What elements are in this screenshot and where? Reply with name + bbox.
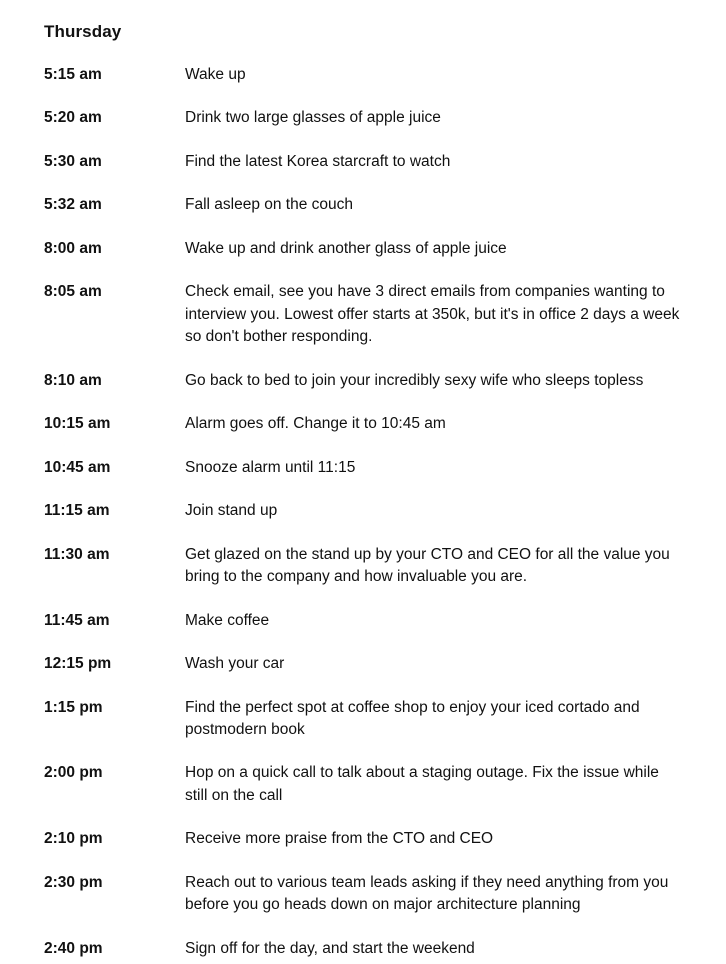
page-title: Thursday bbox=[44, 22, 122, 41]
schedule-activity: Wash your car bbox=[185, 655, 285, 673]
schedule-time: 1:15 pm bbox=[44, 698, 103, 716]
schedule-time: 10:15 am bbox=[44, 415, 111, 433]
schedule-time: 2:30 pm bbox=[44, 873, 103, 891]
schedule-activity: Go back to bed to join your incredibly sexy wife who sleeps topless bbox=[185, 371, 644, 389]
table-row bbox=[44, 413, 682, 456]
schedule-activity: Wake up and drink another glass of apple juice bbox=[185, 239, 507, 257]
schedule-time: 5:32 am bbox=[44, 196, 102, 214]
schedule-time: 5:20 am bbox=[44, 109, 102, 127]
schedule-activity: Check email, see you have 3 direct emails from companies wanting to interview you. Lowest offer starts at 350k, but it's in office 2 days a week so don't bother responding. bbox=[185, 283, 680, 346]
schedule-time: 8:00 am bbox=[44, 239, 102, 257]
schedule-activity: Sign off for the day, and start the weekend bbox=[185, 939, 475, 957]
table-row bbox=[44, 762, 682, 828]
table-row bbox=[44, 938, 682, 960]
schedule-time: 8:10 am bbox=[44, 371, 102, 389]
schedule-activity: Wake up bbox=[185, 66, 246, 83]
table-row bbox=[44, 653, 682, 696]
schedule-time: 8:05 am bbox=[44, 283, 102, 301]
schedule-activity: Join stand up bbox=[185, 502, 278, 520]
table-row bbox=[44, 370, 682, 413]
schedule-activity: Snooze alarm until 11:15 bbox=[185, 458, 356, 476]
schedule-time: 11:15 am bbox=[44, 502, 110, 520]
table-row bbox=[44, 872, 682, 938]
schedule-time: 10:45 am bbox=[44, 458, 111, 476]
schedule-activity: Alarm goes off. Change it to 10:45 am bbox=[185, 415, 446, 433]
schedule-activity: Find the perfect spot at coffee shop to enjoy your iced cortado and postmodern book bbox=[185, 698, 640, 738]
schedule-activity: Fall asleep on the couch bbox=[185, 196, 354, 214]
schedule-time: 2:10 pm bbox=[44, 830, 103, 848]
schedule-time: 2:00 pm bbox=[44, 764, 103, 782]
schedule-activity: Get glazed on the stand up by your CTO and CEO for all the value you bring to the company and how invaluable you are. bbox=[185, 545, 670, 586]
schedule-activity: Receive more praise from the CTO and CEO bbox=[185, 830, 494, 848]
schedule-time: 11:45 am bbox=[44, 611, 110, 629]
schedule-activity: Hop on a quick call to talk about a staging outage. Fix the issue while still on the call bbox=[185, 764, 659, 804]
table-row bbox=[44, 697, 682, 763]
schedule-activity: Make coffee bbox=[185, 611, 270, 629]
table-row bbox=[44, 151, 682, 194]
table-row bbox=[44, 194, 682, 237]
table-row bbox=[44, 828, 682, 871]
schedule-table bbox=[44, 64, 682, 960]
schedule-activity: Reach out to various team leads asking if they need anything from you before you go heads down on major architecture planning bbox=[185, 873, 669, 914]
table-row bbox=[44, 281, 682, 369]
schedule-time: 5:30 am bbox=[44, 152, 102, 170]
table-row bbox=[44, 457, 682, 500]
table-row bbox=[44, 544, 682, 610]
table-row bbox=[44, 500, 682, 543]
table-row bbox=[44, 64, 682, 107]
table-row bbox=[44, 107, 682, 150]
schedule-time: 2:40 pm bbox=[44, 939, 103, 957]
schedule-table-body bbox=[44, 64, 682, 960]
schedule-time: 11:30 am bbox=[44, 545, 110, 563]
schedule-activity: Find the latest Korea starcraft to watch bbox=[185, 152, 451, 170]
schedule-time: 12:15 pm bbox=[44, 655, 112, 673]
schedule-time: 5:15 am bbox=[44, 66, 102, 83]
table-row bbox=[44, 610, 682, 653]
schedule-activity: Drink two large glasses of apple juice bbox=[185, 109, 441, 127]
table-row bbox=[44, 238, 682, 281]
